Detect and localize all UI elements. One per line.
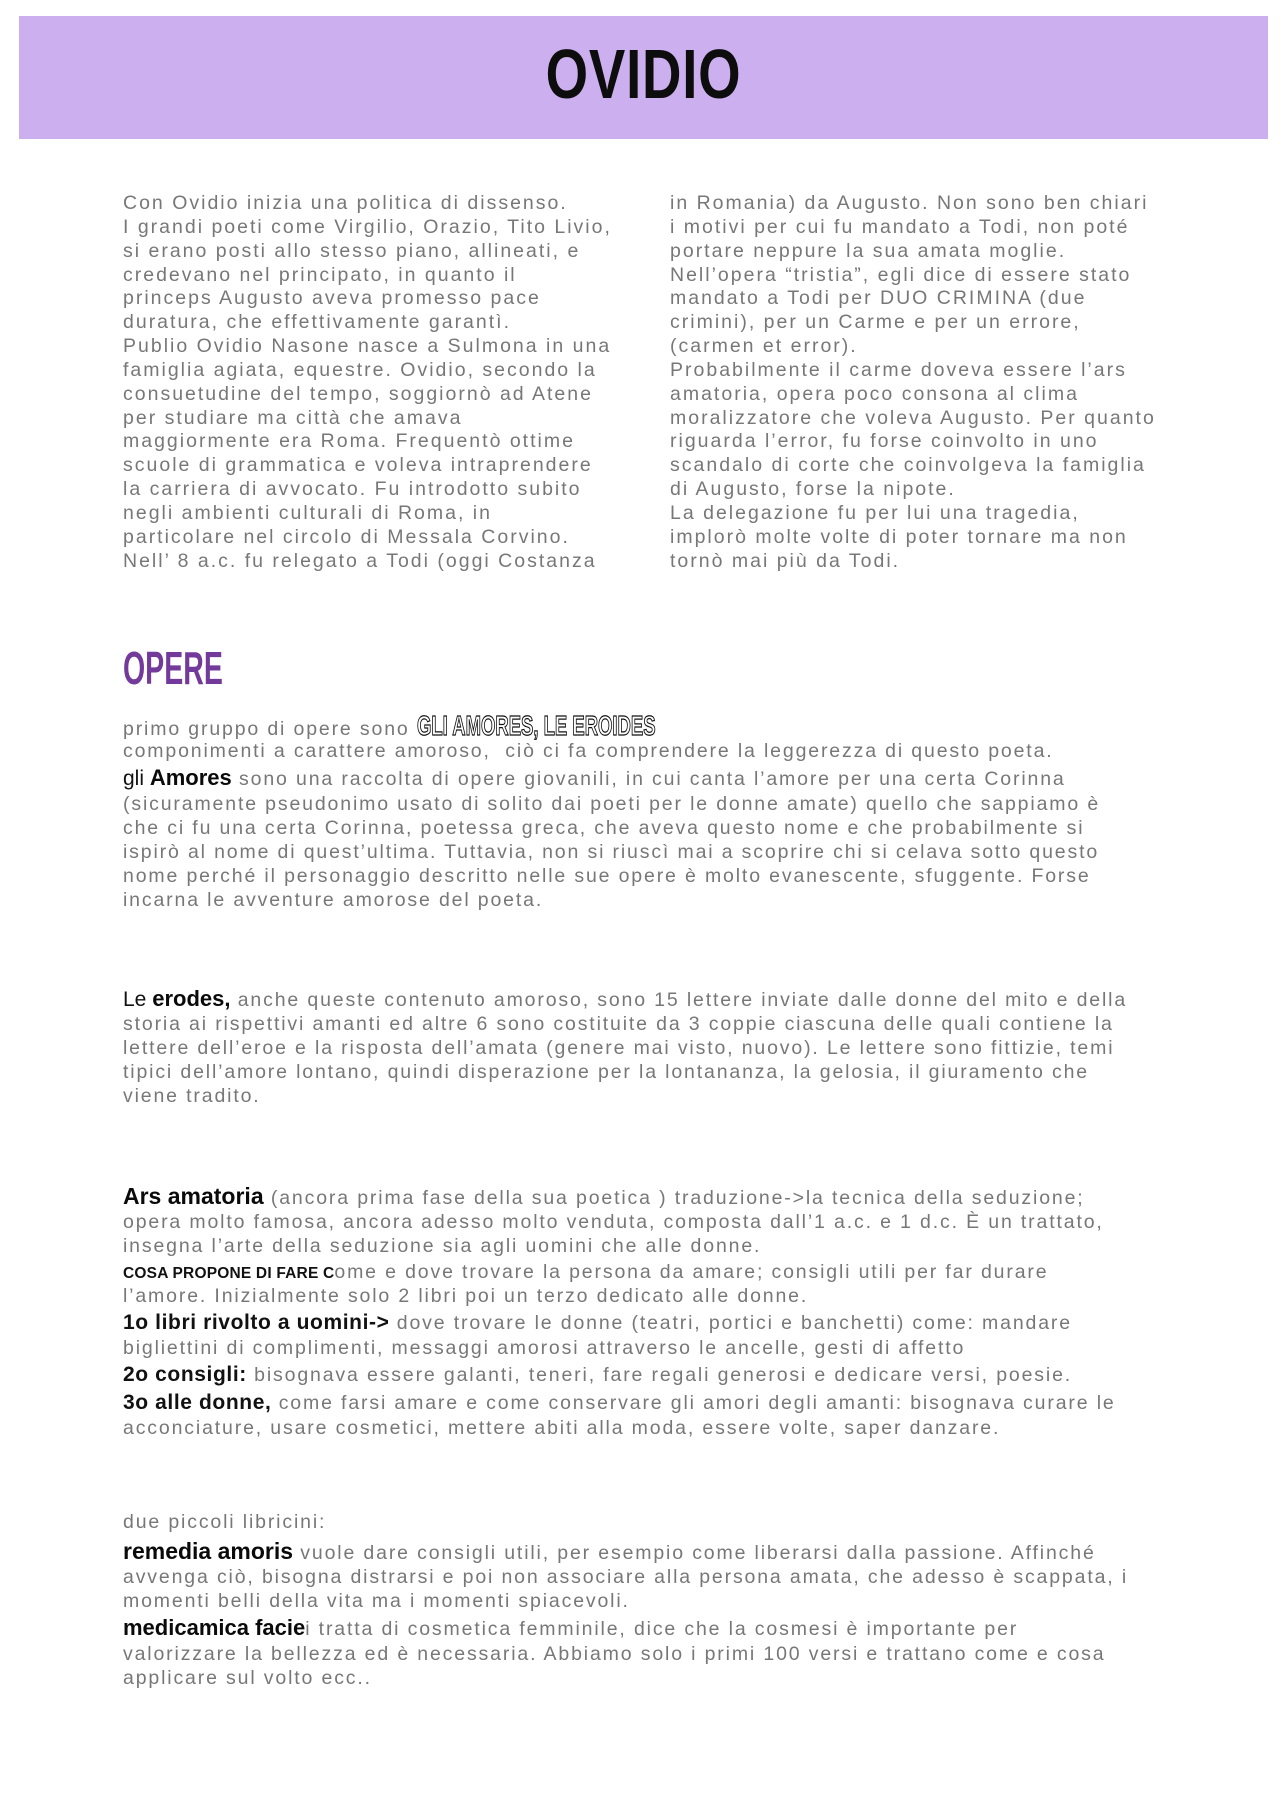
amores-description (123, 792, 1100, 912)
amores-first-line (123, 765, 1066, 792)
ars-amatoria-first-line (123, 1183, 1085, 1211)
ars-amatoria-title: Ars amatoria (123, 1183, 264, 1209)
intro-text-line: consuetudine del tempo, soggiornò ad Atene (123, 382, 593, 405)
intro-text-line: la carriera di avvocato. Fu introdotto subito (123, 478, 582, 501)
intro-text-line: famiglia agiata, equestre. Ovidio, secondo la (123, 358, 597, 381)
eroides-description (123, 1012, 1114, 1108)
eroides-text-line: viene tradito. (123, 1085, 261, 1107)
intro-text-line: princeps Augusto aveva promesso pace (123, 287, 541, 310)
book-1-label: 1o libri rivolto a uomini-> (123, 1311, 390, 1334)
eroides-lead: Le (123, 988, 153, 1011)
medicamina-text-line: applicare sul volto ecc.. (123, 1667, 372, 1689)
eroides-text-line: storia ai rispettivi amanti ed altre 6 sono costituite da 3 coppie ciascuna delle quali contiene la (123, 1013, 1114, 1035)
intro-text-line: riguarda l’error, fu forse coinvolto in uno (670, 430, 1099, 453)
ars-amatoria-text-line: opera molto famosa, ancora adesso molto venduta, composta dall’1 a.c. e 1 d.c. È un trattato, (123, 1211, 1104, 1233)
eroides-text-line: lettere dell’eroe e la risposta dell’amata (genere mai visto, nuovo). Le lettere sono fittizie, temi (123, 1037, 1115, 1059)
intro-text-line: duratura, che effettivamente garantì. (123, 311, 511, 334)
intro-text-line: particolare nel circolo di Messala Corvino. (123, 525, 570, 548)
amores-text-line: incarna le avventure amorose del poeta. (123, 889, 544, 911)
intro-text-line: tornò mai più da Todi. (670, 549, 901, 572)
eroides-text-line: tipici dell’amore lontano, quindi disperazione per la lontananza, la gelosia, il giuramento che (123, 1061, 1089, 1083)
proposal-first-line-text: ome e dove trovare la persona da amare; consigli utili per far durare (334, 1261, 1049, 1283)
book-1-description (123, 1336, 965, 1360)
book-2-label: 2o consigli: (123, 1363, 247, 1386)
intro-text-line: moralizzatore che voleva Augusto. Per quanto (670, 406, 1156, 429)
medicamina-description (123, 1642, 1105, 1690)
ars-amatoria-description (123, 1210, 1104, 1258)
medicamina-title: medicamica facie (123, 1615, 306, 1640)
remedia-first-line-text: vuole dare consigli utili, per esempio come liberarsi dalla passione. Affinché (293, 1542, 1096, 1564)
book-1-text-line: bigliettini di complimenti, messaggi amorosi attraverso le ancelle, gesti di affetto (123, 1337, 966, 1359)
intro-text-line: mandato a Todi per DUO CRIMINA (due (670, 287, 1087, 310)
intro-text-line: I grandi poeti come Virgilio, Orazio, Tito Livio, (123, 215, 612, 238)
medicamina-first-line (123, 1615, 1018, 1642)
eroides-title: erodes, (152, 986, 231, 1011)
eroides-first-line (123, 986, 1127, 1013)
intro-text-line: di Augusto, forse la nipote. (670, 478, 956, 501)
intro-text-line: Publio Ovidio Nasone nasce a Sulmona in una (123, 335, 612, 358)
intro-text-line: maggiormente era Roma. Frequentò ottime (123, 430, 575, 453)
intro-column-left (123, 192, 612, 574)
book-3-first-line (123, 1390, 1116, 1416)
intro-text-line: crimini), per un Carme e per un errore, (670, 311, 1081, 334)
amores-text-line: ispirò al nome di quest’ultima. Tuttavia, non si riuscì mai a scoprire chi si celava sotto questo (123, 841, 1100, 863)
small-books-intro-text: due piccoli libricini: (123, 1511, 327, 1533)
small-books-intro (123, 1509, 326, 1535)
amores-text-line: (sicuramente pseudonimo usato di solito dai poeti per le donne amate) quello che sappiamo è (123, 793, 1101, 815)
book-3-text-line: acconciature, usare cosmetici, mettere abiti alla moda, essere volte, saper danzare. (123, 1417, 1001, 1439)
remedia-text-line: momenti belli della vita ma i momenti spiacevoli. (123, 1590, 630, 1612)
intro-text-line: Con Ovidio inizia una politica di dissenso. (123, 192, 568, 214)
book-3-description (123, 1416, 1000, 1440)
ars-amatoria-first-line-text: (ancora prima fase della sua poetica ) traduzione->la tecnica della seduzione; (263, 1187, 1085, 1209)
book-1-first-line (123, 1310, 1072, 1336)
intro-column-right (670, 192, 1156, 574)
remedia-text-line: avvenga ciò, bisogna distrarsi e poi non associare alla persona amata, che adesso è scappata, i (123, 1566, 1129, 1588)
book-3-label: 3o alle donne, (123, 1391, 272, 1414)
amores-text-line: che ci fu una certa Corinna, poetessa greca, che aveva questo nome e che probabilmente si (123, 817, 1085, 839)
intro-text-line: si erano posti allo stesso piano, allineati, e (123, 239, 581, 262)
intro-text-line: in Romania) da Augusto. Non sono ben chiari (670, 192, 1149, 214)
page-title-wrap (19, 16, 1268, 139)
proposal-text-line: l’amore. Inizialmente solo 2 libri poi un terzo dedicato alle donne. (123, 1285, 809, 1307)
amores-title: Amores (149, 765, 232, 790)
book-1-first-line-text: dove trovare le donne (teatri, portici e banchetti) come: mandare (389, 1312, 1072, 1334)
intro-text-line: Nell’opera “tristia”, egli dice di essere stato (670, 263, 1132, 286)
intro-text-line: Nell’ 8 a.c. fu relegato a Todi (oggi Costanza (123, 549, 597, 572)
medicamina-first-line-text: i tratta di cosmetica femminile, dice che la cosmesi è importante per (305, 1618, 1019, 1640)
ars-amatoria-text-line: insegna l’arte della seduzione sia agli uomini che alle donne. (123, 1235, 762, 1257)
first-group-intro: primo gruppo di opere sono (123, 718, 417, 740)
intro-text-line: per studiare ma città che amava (123, 406, 463, 429)
intro-text-line: amatoria, opera poco consona al clima (670, 382, 1079, 405)
medicamina-text-line: valorizzare la bellezza ed è necessaria. Abbiamo solo i primi 100 versi e trattano come e cosa (123, 1643, 1106, 1665)
intro-text-line: scuole di grammatica e voleva intraprendere (123, 454, 593, 477)
amores-text-line: nome perché il personaggio descritto nelle sue opere è molto evanescente, sfuggente. Forse (123, 865, 1091, 887)
proposal-first-line (123, 1259, 1048, 1287)
eroides-first-line-text: anche queste contenuto amoroso, sono 15 lettere inviate dalle donne del mito e della (230, 989, 1128, 1011)
page-title: OVIDIO (545, 34, 742, 113)
remedia-first-line (123, 1538, 1096, 1566)
book-2-first-line (123, 1362, 1072, 1388)
title-banner (19, 16, 1268, 139)
book-2-first-line-text: bisognava essere galanti, teneri, fare regali generosi e dedicare versi, poesie. (246, 1364, 1073, 1386)
intro-text-line: scandalo di corte che coinvolgeva la famiglia (670, 454, 1146, 477)
intro-text-line: (carmen et error). (670, 335, 858, 358)
book-3-first-line-text: come farsi amare e come conservare gli amori degli amanti: bisognava curare le (271, 1392, 1116, 1414)
proposal-label: COSA PROPONE DI FARE C (123, 1265, 335, 1282)
intro-text-line: Probabilmente il carme doveva essere l’ars (670, 358, 1127, 381)
first-group-works-label: GLI AMORES, LE EROIDES (416, 710, 656, 741)
section-heading-opere: OPERE (123, 642, 223, 694)
amores-lead: gli (123, 767, 150, 790)
intro-text-line: La delegazione fu per lui una tragedia, (670, 501, 1080, 524)
first-group-description (123, 738, 1054, 764)
intro-text-line: negli ambienti culturali di Roma, in (123, 501, 492, 524)
intro-text-line: implorò molte volte di poter tornare ma non (670, 525, 1128, 548)
intro-text-line: credevano nel principato, in quanto il (123, 263, 517, 286)
amores-first-line-text: sono una raccolta di opere giovanili, in cui canta l’amore per una certa Corinna (231, 768, 1066, 790)
remedia-title: remedia amoris (123, 1538, 294, 1564)
remedia-description (123, 1565, 1128, 1613)
intro-text-line: portare neppure la sua amata moglie. (670, 239, 1067, 262)
proposal-description (123, 1284, 808, 1308)
intro-text-line: i motivi per cui fu mandato a Todi, non poté (670, 215, 1130, 238)
first-group-description-text: componimenti a carattere amoroso, ciò ci fa comprendere la leggerezza di questo poeta. (123, 740, 1054, 762)
